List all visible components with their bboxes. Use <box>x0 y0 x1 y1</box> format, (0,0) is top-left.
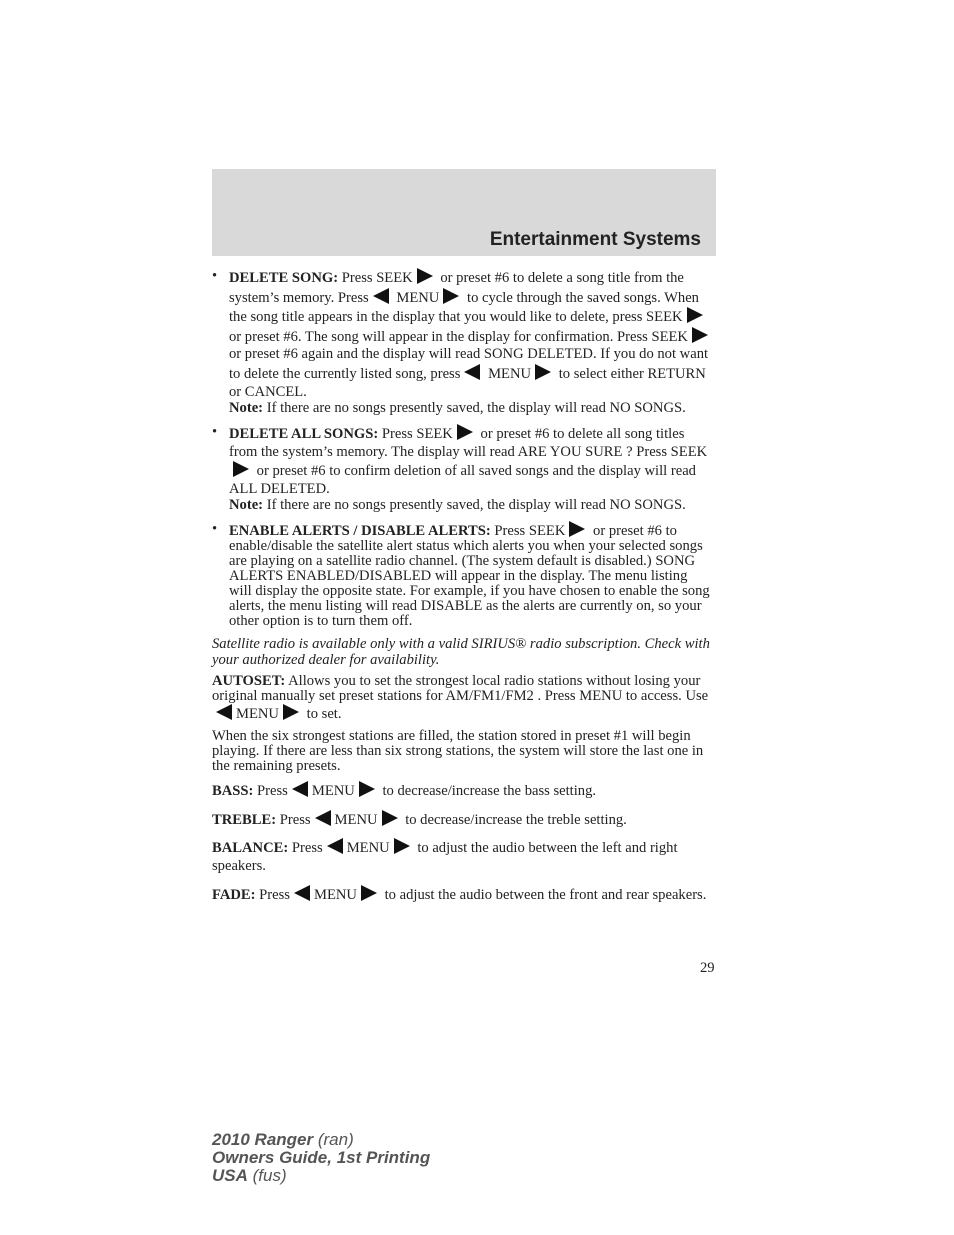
bullet-dot: • <box>212 423 218 440</box>
seek-right-arrow-icon <box>692 327 708 343</box>
menu-left-arrow-icon <box>315 810 331 826</box>
note: Note: If there are no songs presently saved, the display will read NO SONGS. <box>229 497 686 514</box>
treble-paragraph: TREBLE: Press MENU to decrease/increase the treble setting. <box>212 811 627 828</box>
fade-paragraph: FADE: Press MENU to adjust the audio between the front and rear speakers. <box>212 886 707 903</box>
footer-edition-info <box>212 1131 430 1185</box>
menu-right-arrow-icon <box>443 288 459 304</box>
menu-left-arrow-icon <box>327 838 343 854</box>
bullet-enable-disable-alerts: • ENABLE ALERTS / DISABLE ALERTS: Press SEEK or preset #6 to enable/disable the satellite alert status which alerts you when your selected songs are playing on a satellite radio channel. (The system default is disabled.) SONG ALERTS ENABLED/DISABLED will appear in the display. The menu listing will display the opposite state. For example, if you have chosen to enable the song alerts, the menu listing will read DISABLE as the alerts are currently on, so your other option is to turn them off. <box>212 521 710 630</box>
menu-left-arrow-icon <box>464 364 480 380</box>
autoset-paragraph: AUTOSET: Allows you to set the strongest local radio stations without losing your original manually set preset stations for AM/FM1/FM2 . Press MENU to access. UseMENU to set. <box>212 673 709 723</box>
bullet-dot: • <box>212 521 218 538</box>
menu-right-arrow-icon <box>359 781 375 797</box>
seek-right-arrow-icon <box>687 307 703 323</box>
term-label: DELETE ALL SONGS: <box>229 425 379 442</box>
menu-left-arrow-icon <box>292 781 308 797</box>
term-label: BALANCE: <box>212 840 289 857</box>
term-label: AUTOSET: <box>212 673 286 690</box>
note: Note: If there are no songs presently saved, the display will read NO SONGS. <box>229 400 686 417</box>
section-title: Entertainment Systems <box>489 229 701 250</box>
menu-left-arrow-icon <box>216 704 232 720</box>
footer-line-region: USA (fus) <box>212 1166 287 1185</box>
term-label: DELETE SONG: <box>229 270 339 286</box>
bullet-delete-song: • DELETE SONG: Press SEEK or preset #6 to delete a song title from the system’s memory. Press MENU to cycle through the saved songs. When the song title appears in the display that you would like to delete, press SEEK or preset #6. The song will appear in the display for confirmation. Press SEEK or preset #6 again and the display will read SONG DELETED. If you do not want to delete the currently listed song, press MENU to select either RETURN or CANCEL. Note: If there are no songs presently saved, the display will read NO SONGS. <box>212 268 712 416</box>
seek-right-arrow-icon <box>233 461 249 477</box>
term-label: ENABLE ALERTS / DISABLE ALERTS: <box>229 523 491 540</box>
menu-left-arrow-icon <box>294 885 310 901</box>
menu-right-arrow-icon <box>394 838 410 854</box>
menu-right-arrow-icon <box>283 704 299 720</box>
seek-right-arrow-icon <box>569 521 585 537</box>
page-number: 29 <box>700 960 715 976</box>
seek-right-arrow-icon <box>457 424 473 440</box>
satellite-availability-note: Satellite radio is available only with a valid SIRIUS® radio subscription. Check with your authorized dealer for availability. <box>212 636 710 668</box>
autoset-detail: When the six strongest stations are filled, the station stored in preset #1 will begin playing. If there are less than six strong stations, the system will store the last one in the remaining presets. <box>212 728 704 775</box>
page-content <box>212 268 712 913</box>
term-label: TREBLE: <box>212 811 277 828</box>
bullet-dot: • <box>212 268 218 284</box>
footer-line-guide: Owners Guide, 1st Printing <box>212 1148 431 1167</box>
term-label: FADE: <box>212 886 256 903</box>
menu-right-arrow-icon <box>535 364 551 380</box>
menu-right-arrow-icon <box>382 810 398 826</box>
balance-paragraph: BALANCE: Press MENU to adjust the audio between the left and right speakers. <box>212 840 678 874</box>
menu-right-arrow-icon <box>361 885 377 901</box>
bass-paragraph: BASS: Press MENU to decrease/increase the bass setting. <box>212 783 597 800</box>
menu-left-arrow-icon <box>373 288 389 304</box>
bullet-delete-all-songs: • DELETE ALL SONGS: Press SEEK or preset #6 to delete all song titles from the system’s memory. The display will read ARE YOU SURE ? Press SEEK or preset #6 to confirm deletion of all saved songs and the display will read ALL DELETED. Note: If there are no songs presently saved, the display will read NO SONGS. <box>212 424 712 513</box>
footer-line-model: 2010 Ranger (ran) <box>212 1130 354 1149</box>
section-header-band <box>212 169 716 256</box>
seek-right-arrow-icon <box>417 268 433 284</box>
term-label: BASS: <box>212 783 254 800</box>
